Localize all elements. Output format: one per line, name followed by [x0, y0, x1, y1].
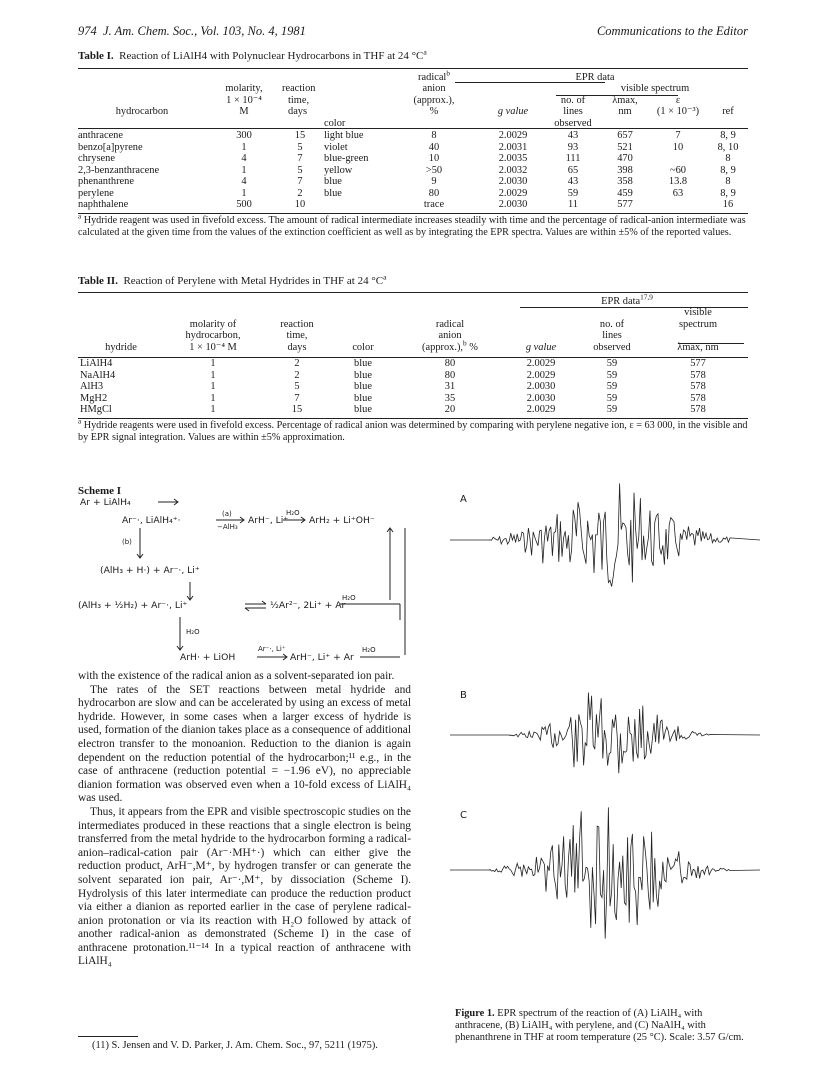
t1-cell-time: 7: [297, 176, 303, 187]
epr-spectrum-c: [450, 807, 760, 938]
t1-cell-g: 2.0035: [498, 153, 528, 164]
t1-cell-color: blue-green: [324, 153, 369, 164]
t1-cell-molarity: 4: [241, 153, 247, 164]
scheme-line2c: ArH₂ + Li⁺OH⁻: [309, 515, 375, 526]
t1-cell-ref: 8, 9: [720, 164, 736, 176]
t1-cell-lambda: 398: [617, 164, 633, 176]
figure-label-b: B: [460, 690, 467, 701]
t2-cell-hydride: NaAlH4: [80, 369, 116, 381]
t1-h-time-3: days: [288, 106, 308, 117]
t1-cell-molarity: 300: [236, 130, 252, 141]
t1-cell-hydrocarbon: benzo[a]pyrene: [78, 141, 143, 153]
scheme-line2a: Ar⁻·, LiAlH₄⁺·: [122, 515, 181, 526]
arrow-1-head: [174, 499, 178, 505]
t1-cell-radical: 80: [428, 187, 440, 199]
epr-spectra: [450, 470, 760, 990]
t2-cell-radical: 80: [444, 358, 456, 369]
t1-cell-time: 7: [297, 153, 303, 164]
t1-cell-ref: 8, 9: [720, 130, 736, 141]
t2-h-lambda: λmax, nm: [677, 341, 719, 353]
t2-cell-g: 2.0029: [526, 358, 556, 369]
t2-cell-time: 2: [294, 369, 300, 381]
t1-h-molarity-2: 1 × 10⁻⁴: [226, 94, 262, 106]
t2-cell-lines: 59: [606, 392, 618, 404]
t1-cell-ref: 8, 9: [720, 187, 736, 199]
t1-cell-radical: trace: [423, 199, 445, 210]
t1-cell-lines: 93: [567, 141, 579, 153]
t1-h-lines-3: observed: [554, 117, 592, 129]
table1-mid-rule: [78, 128, 748, 129]
t2-h-time-1: reaction: [280, 318, 314, 330]
table2-header: [78, 295, 748, 353]
scheme-line7a: ArH· + LiOH: [180, 652, 236, 663]
scheme-line5a: (AlH₃ + ½H₂) + Ar⁻·, Li⁺: [78, 600, 188, 611]
scheme-arrow-a-label: (a): [222, 510, 232, 518]
t2-cell-molarity: 1: [210, 358, 216, 369]
t1-h-color: color: [324, 117, 346, 129]
t1-cell-color: light blue: [324, 130, 364, 141]
t2-cell-lambda: 578: [690, 381, 706, 392]
t2-cell-g: 2.0030: [526, 381, 556, 392]
scheme-line4: (AlH₃ + H·) + Ar⁻·, Li⁺: [100, 565, 200, 576]
t1-cell-radical: >50: [425, 164, 443, 176]
t2-cell-color: blue: [354, 404, 372, 415]
t2-epr-rule: [520, 307, 748, 308]
table-row: [78, 153, 748, 165]
arrow-e-head: [283, 654, 287, 660]
t1-cell-ref: 8: [725, 153, 731, 164]
running-header-left: [78, 24, 306, 39]
t1-cell-lambda: 459: [617, 187, 633, 199]
t2-h-lines-2: lines: [602, 330, 622, 341]
t1-h-eps-2: (1 × 10⁻³): [656, 106, 700, 117]
table-row: [78, 176, 748, 188]
t1-cell-lambda: 577: [617, 199, 633, 210]
scheme-title: Scheme I: [78, 485, 122, 497]
t1-epr-rule: [455, 82, 605, 83]
t2-cell-lines: 59: [606, 369, 618, 381]
table-row: [78, 188, 748, 200]
t1-h-ref: ref: [722, 106, 734, 117]
t1-cell-lines: 43: [567, 130, 579, 141]
table2-caption: Table II. Reaction of Perylene with Metal Hydrides in THF at 24 $^\circ C^a$: [78, 272, 387, 287]
t1-cell-eps: [648, 153, 708, 165]
eq-top-head: [262, 601, 266, 604]
t2-cell-radical: 35: [444, 392, 456, 404]
figure-caption-label: Figure 1.: [455, 1008, 495, 1019]
reference-11: (11) S. Jensen and V. D. Parker, J. Am. Chem. Soc., 97, 5211 (1975).: [92, 1040, 378, 1051]
arrow-d-head: [177, 646, 183, 650]
t2-cell-g: 2.0029: [526, 369, 556, 381]
t1-cell-eps: 13.8: [668, 176, 688, 187]
t2-cell-color: blue: [354, 369, 372, 381]
arrow-3-head: [301, 517, 305, 523]
table2-bottom-rule: [78, 418, 748, 419]
t2-visible-rule: [678, 343, 744, 344]
t2-cell-time: 7: [294, 392, 300, 404]
t2-cell-time: 2: [294, 358, 300, 369]
t2-h-epr-group: EPR data$^{17,9}$: [601, 293, 653, 307]
t1-cell-molarity: 1: [241, 164, 247, 176]
t2-cell-lines: 59: [606, 404, 618, 415]
t1-cell-ref: 16: [722, 199, 734, 210]
t1-h-radical-2: anion: [422, 83, 446, 94]
body-text: [78, 670, 411, 969]
t1-h-visible-group: visible spectrum: [620, 83, 690, 94]
t2-cell-lambda: 578: [690, 404, 706, 415]
t2-cell-lambda: 578: [690, 369, 706, 381]
table1-footnote: $^a$ Hydride reagent was used in fivefold excess. The amount of radical intermediate increases steadily with time and the percentage of radical-anion intermediate was calculated at the given time from the values of the extinction coefficient as well as by integrating the EPR spectra. Values are within ±5% of the reported values.: [78, 212, 746, 238]
arrow-b-head: [137, 554, 143, 558]
t1-h-lines-1: no. of: [560, 94, 586, 106]
t1-cell-g: 2.0031: [498, 141, 528, 153]
t2-cell-time: 15: [291, 404, 303, 415]
t2-cell-lines: 59: [606, 381, 618, 392]
t1-cell-radical: 8: [431, 130, 437, 141]
t2-cell-g: 2.0030: [526, 392, 556, 404]
t2-cell-g: 2.0029: [526, 404, 556, 415]
table-row: [78, 358, 748, 370]
t2-cell-lines: 59: [606, 358, 618, 369]
table1-caption: Table I. Reaction of LiAlH4 with Polynuclear Hydrocarbons in THF at 24 $^\circ C^a$: [78, 47, 427, 62]
t1-cell-time: 2: [297, 187, 303, 199]
t2-cell-radical: 31: [444, 381, 456, 392]
table2-title: Reaction of Perylene with Metal Hydrides in THF at 24 °C: [123, 275, 384, 287]
arrow-c-head: [187, 596, 193, 600]
t2-cell-hydride: MgH2: [80, 392, 108, 404]
t1-cell-lines: 59: [567, 187, 579, 199]
t2-cell-color: blue: [354, 381, 372, 392]
t1-h-molarity-1: molarity,: [225, 83, 263, 94]
t1-cell-hydrocarbon: 2,3-benzanthracene: [78, 164, 160, 176]
table1-body: [78, 130, 748, 211]
page-number: 974: [78, 24, 97, 38]
t1-cell-radical: 10: [428, 153, 440, 164]
t1-cell-hydrocarbon: anthracene: [78, 130, 123, 141]
t1-cell-eps: ~60: [669, 164, 686, 176]
t1-cell-ref: 8, 10: [717, 141, 739, 153]
t2-h-molarity-2: hydrocarbon,: [185, 330, 241, 341]
t1-cell-color: blue: [324, 176, 342, 187]
t1-h-g: g value: [497, 106, 529, 117]
t1-cell-radical: 9: [431, 176, 437, 187]
t2-h-molarity-1: molarity of: [189, 318, 237, 330]
t2-h-radical-2: anion: [438, 330, 462, 341]
table-row: [78, 199, 748, 211]
t1-cell-lines: 43: [567, 176, 579, 187]
t1-cell-lambda: 358: [617, 176, 633, 187]
t2-h-molarity-3: 1 × 10⁻⁴ M: [189, 341, 237, 353]
t2-cell-lambda: 578: [690, 392, 706, 404]
t2-cell-lambda: 577: [690, 358, 706, 369]
t1-cell-g: 2.0030: [498, 176, 528, 187]
t2-h-lines-3: observed: [593, 341, 631, 353]
t2-h-lines-1: no. of: [599, 318, 625, 330]
paragraph-1: with the existence of the radical anion as a solvent-separated ion pair.: [78, 670, 395, 682]
table-row: [78, 165, 748, 177]
eq-bot-head: [245, 608, 249, 611]
t1-cell-g: 2.0032: [498, 164, 528, 176]
t1-cell-hydrocarbon: phenanthrene: [78, 176, 134, 187]
t1-cell-time: 5: [297, 141, 303, 153]
figure-label-c: C: [460, 810, 467, 821]
t1-cell-lines: 65: [567, 164, 579, 176]
t2-h-g: g value: [525, 341, 557, 353]
table1-header: [78, 71, 748, 129]
scheme-line5b: ½Ar²⁻, 2Li⁺ + Ar: [270, 600, 346, 611]
t1-cell-eps: [648, 199, 708, 211]
table1-title: Reaction of LiAlH4 with Polynuclear Hydrocarbons in THF at 24 °C: [119, 50, 424, 62]
t2-cell-molarity: 1: [210, 369, 216, 381]
t1-h-radical-3: (approx.),: [413, 94, 455, 106]
t1-cell-hydrocarbon: chrysene: [78, 153, 115, 164]
paragraph-2: The rates of the SET reactions between metal hydride and hydrocarbon are slow and can be accelerated by using an excess of metal hydride. However, in some cases when a larger excess of hydride is used, formation of the dianion takes place as a consequence of additional electron transfer to the monoanion. Reduction to the dianion is again dependent on the reduction potential of the hydrocarbon;¹¹ e.g., in the case of anthracene (reduction potential = −1.96 eV), no appreciable dianion formation was observed even when a 10-fold excess of LiAlH₄ was used.: [78, 683, 411, 805]
t2-h-radical-1: radical: [435, 318, 465, 330]
t1-cell-color: blue: [324, 187, 342, 199]
t2-cell-molarity: 1: [210, 392, 216, 404]
arrow-2-head: [240, 517, 244, 523]
t2-cell-molarity: 1: [210, 381, 216, 392]
t2-cell-molarity: 1: [210, 404, 216, 415]
t1-cell-color: yellow: [324, 164, 353, 176]
table2-footnote: $^a$ Hydride reagents were used in fivefold excess. Percentage of radical anion was determined by comparing with perylene negative ion, ε = 63 000, in the visible and by EPR signal integration. Values are within ±5% approximation.: [78, 417, 748, 443]
t1-h-molarity-3: M: [239, 106, 249, 117]
t1-h-lambda-1: λmax,: [612, 94, 638, 106]
t1-cell-eps: 63: [672, 187, 684, 199]
t1-h-hydrocarbon: hydrocarbon: [115, 106, 169, 117]
t1-cell-g: 2.0030: [498, 199, 528, 210]
t1-visible-rule: [556, 95, 678, 96]
t2-cell-radical: 20: [444, 404, 456, 415]
figure-caption-text: EPR spectrum of the reaction of (A) LiAlH₄ with anthracene, (B) LiAlH₄ with perylene, and (C) NaAlH₄ with phenanthrene in THF at room temperature (25 °C). Scale: 3.57 G/cm.: [455, 1008, 744, 1044]
t1-cell-time: 10: [294, 199, 306, 210]
t1-cell-g: 2.0029: [498, 187, 528, 199]
table-row: [78, 381, 748, 393]
figure-label-a: A: [460, 494, 467, 505]
footnote-rule: [78, 1036, 138, 1037]
paragraph-3: Thus, it appears from the EPR and visible spectroscopic studies on the intermediates produced in these reactions that a single electron is being transferred from the metal hydride to the hydrocarbon forming a radical-anion–radical-cation pair (Ar⁻·MH⁺·) which can either give the reduction product, ArH⁻,M⁺, by hydrogen transfer or can generate the solvent separated ion pair, Ar⁻·,M⁺, by dissociation (Scheme I). Hydrolysis of this later intermediate can produce the reduction product via either a dianion as reported earlier in the case of perylene radical-anion protonation or via its reaction with H₂O followed by attack of another radical-anion as demonstrated (Scheme I) in the case of anthracene protonation.¹¹⁻¹⁴ In a typical reaction of anthracene with LiAlH₄: [78, 805, 411, 968]
t1-h-eps-1: ε: [675, 94, 681, 106]
table2-label: Table II.: [78, 275, 118, 287]
t2-h-visible-1: visible: [684, 307, 712, 318]
figure-caption: [455, 1008, 751, 1045]
scheme-line2b: ArH⁻, Li⁺: [248, 515, 289, 526]
epr-spectrum-a: [450, 483, 760, 586]
t2-h-color: color: [352, 341, 374, 353]
t1-cell-hydrocarbon: naphthalene: [78, 199, 129, 210]
scheme-arrow-h2o-1: H₂O: [286, 509, 300, 517]
scheme-arrow-f-label: Ar⁻·, Li⁺: [258, 645, 286, 653]
scheme-step-b: (b): [122, 538, 132, 546]
t1-cell-color: violet: [324, 141, 348, 153]
scheme-h2o-3: H₂O: [186, 628, 200, 636]
t1-cell-eps: 7: [675, 130, 681, 141]
t1-cell-eps: 10: [672, 141, 684, 153]
t1-cell-time: 5: [297, 164, 303, 176]
scheme-arrow-h2o-2: H₂O: [342, 594, 356, 602]
t2-h-time-2: time,: [286, 330, 308, 341]
t2-h-visible-2: spectrum: [678, 318, 718, 330]
t1-cell-radical: 40: [428, 141, 440, 153]
t2-cell-hydride: LiAlH4: [80, 358, 113, 369]
scheme-line1: Ar + LiAlH₄: [80, 497, 131, 508]
t2-cell-hydride: HMgCl: [80, 404, 112, 415]
scheme-arrow-a-sub: −AlH₃: [217, 523, 238, 531]
t2-h-time-3: days: [287, 341, 307, 353]
t1-cell-lines: 11: [567, 199, 578, 210]
t1-h-radical-1: radical$^b$: [418, 69, 450, 83]
t1-h-radical-4: %: [429, 106, 439, 117]
t1-cell-molarity: 1: [241, 187, 247, 199]
t2-cell-time: 5: [294, 381, 300, 392]
epr-spectrum-b: [450, 693, 760, 774]
scheme-arrow-h2o-4: H₂O: [362, 646, 376, 654]
table-row: [78, 142, 748, 154]
t1-cell-g: 2.0029: [498, 130, 528, 141]
table-row: [78, 130, 748, 142]
t1-cell-lambda: 470: [617, 153, 633, 164]
t1-cell-molarity: 500: [236, 199, 252, 210]
t1-cell-hydrocarbon: perylene: [78, 187, 114, 199]
t2-cell-hydride: AlH3: [80, 381, 104, 392]
t1-cell-molarity: 4: [241, 176, 247, 187]
t1-h-epr-group: EPR data: [575, 71, 615, 83]
table-row: [78, 404, 748, 416]
t1-cell-ref: 8: [725, 176, 731, 187]
t2-cell-color: blue: [354, 358, 372, 369]
table-row: [78, 370, 748, 382]
table1-label: Table I.: [78, 50, 114, 62]
t2-h-hydride: hydride: [105, 341, 137, 353]
table1-bottom-rule: [78, 213, 748, 214]
t2-cell-color: blue: [354, 392, 372, 404]
journal-citation: J. Am. Chem. Soc., Vol. 103, No. 4, 1981: [103, 24, 306, 38]
right-line-head: [387, 528, 393, 532]
t1-cell-lambda: 521: [617, 141, 633, 153]
t1-h-time-2: time,: [288, 94, 310, 106]
t2-cell-radical: 80: [444, 369, 456, 381]
t1-cell-time: 15: [294, 130, 306, 141]
section-title: Communications to the Editor: [596, 24, 748, 38]
table-row: [78, 393, 748, 405]
t1-h-time-1: reaction: [282, 83, 316, 94]
t1-h-lambda-2: nm: [618, 106, 632, 117]
t2-h-radical-3: (approx.),$^b$ %: [422, 339, 478, 353]
table2-body: [78, 358, 748, 416]
t1-cell-lambda: 657: [617, 130, 633, 141]
table1-top-rule: [78, 68, 748, 69]
t1-cell-lines: 111: [565, 153, 581, 164]
t1-h-lines-2: lines: [563, 106, 583, 117]
t1-cell-color: [318, 199, 386, 211]
t1-cell-molarity: 1: [241, 141, 247, 153]
scheme-line7b: ArH⁻, Li⁺ + Ar: [290, 652, 354, 663]
